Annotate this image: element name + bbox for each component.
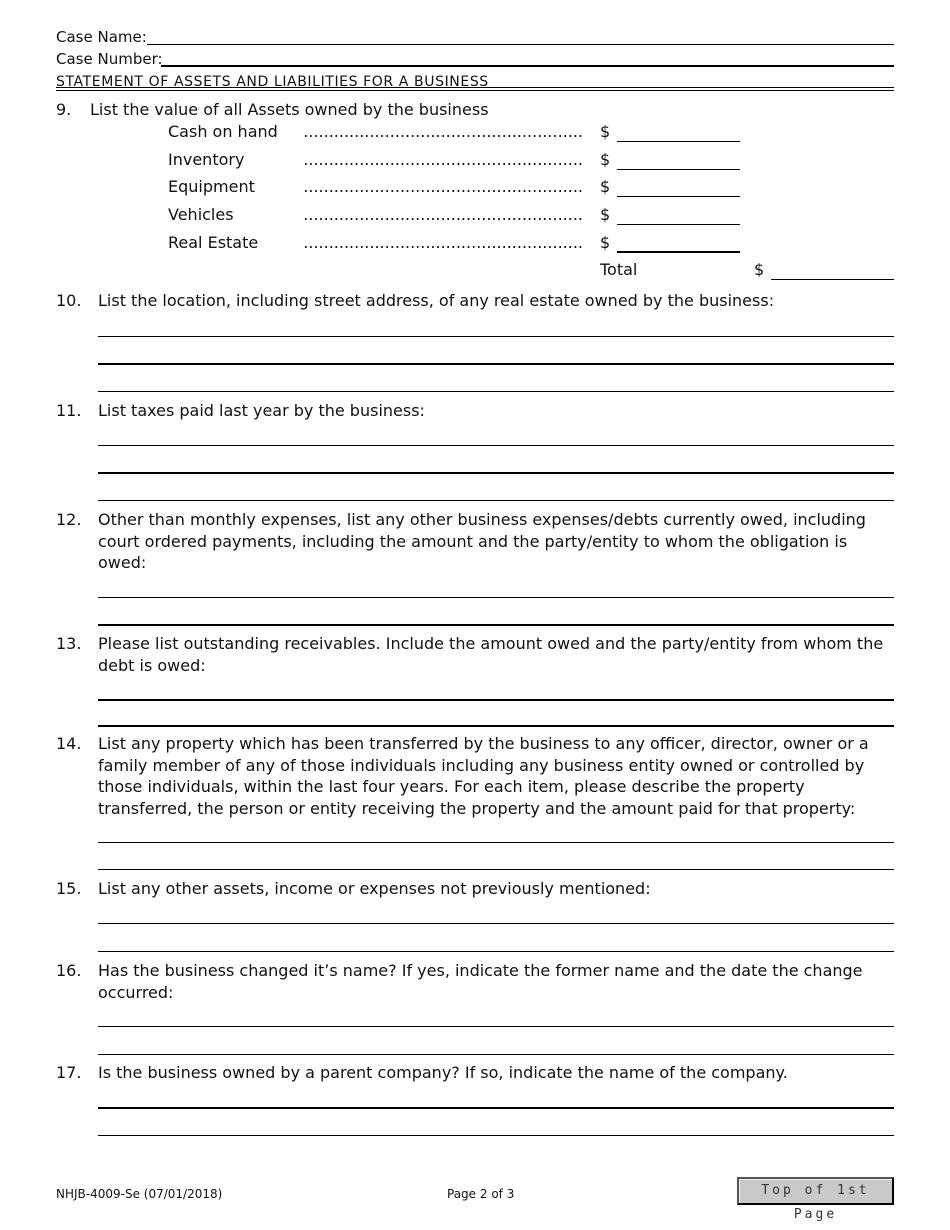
- cash-on-hand-field[interactable]: [617, 141, 740, 142]
- asset-row-vehicles: Vehicles .......................................................: [168, 205, 583, 224]
- top-of-first-page-button[interactable]: Top of 1st Page: [737, 1177, 894, 1205]
- q16-answer-line-2[interactable]: [98, 1054, 894, 1055]
- asset-row-real-estate: Real Estate .......................................................: [168, 233, 583, 252]
- title-rule-1: [56, 87, 894, 88]
- total-currency: $: [754, 260, 765, 279]
- q11-number: 11.: [56, 401, 82, 420]
- total-field[interactable]: [771, 279, 894, 280]
- asset-row-cash: Cash on hand .......................................................: [168, 122, 583, 141]
- currency-sign: $: [600, 177, 611, 196]
- q10-answer-line-3[interactable]: [98, 391, 894, 392]
- form-title: STATEMENT OF ASSETS AND LIABILITIES FOR A BUSINESS: [56, 74, 489, 90]
- asset-row-inventory: Inventory .......................................................: [168, 150, 583, 169]
- q10-text: List the location, including street address, of any real estate owned by the business:: [98, 291, 775, 310]
- q14-text: List any property which has been transferred by the business to any officer, director, owner or a family member of any of those individuals including any business entity owned or controlled by those individuals, within the last four years. For each item, please describe the property transferred, the person or entity receiving the property and the amount paid for that property:: [98, 734, 869, 818]
- asset-label: Real Estate: [168, 233, 266, 252]
- q17-text: Is the business owned by a parent company? If so, indicate the name of the company.: [98, 1063, 788, 1082]
- asset-row-equipment: Equipment .......................................................: [168, 177, 583, 196]
- q11-text: List taxes paid last year by the business:: [98, 401, 425, 420]
- q12-answer-line-2[interactable]: [98, 624, 894, 626]
- title-rule-2: [56, 90, 894, 91]
- vehicles-field[interactable]: [617, 224, 740, 225]
- q10-number: 10.: [56, 291, 82, 310]
- q17-answer-line-2[interactable]: [98, 1135, 894, 1136]
- q11-answer-line-2[interactable]: [98, 472, 894, 474]
- q16-answer-line-1[interactable]: [98, 1026, 894, 1027]
- q12-text: Other than monthly expenses, list any other business expenses/debts currently owed, including court ordered payments, including the amount and the party/entity to whom the obligation is owed:: [98, 510, 866, 572]
- q15-text: List any other assets, income or expenses not previously mentioned:: [98, 879, 651, 898]
- q14-number: 14.: [56, 734, 82, 753]
- inventory-field[interactable]: [617, 169, 740, 170]
- total-label: Total: [600, 260, 638, 279]
- q16-text: Has the business changed it’s name? If yes, indicate the former name and the date the change occurred:: [98, 961, 863, 1002]
- page-number: Page 2 of 3: [447, 1187, 515, 1201]
- equipment-field[interactable]: [617, 196, 740, 197]
- q13-answer-line-1[interactable]: [98, 699, 894, 701]
- case-name-label: Case Name:: [56, 28, 147, 46]
- q14-answer-line-2[interactable]: [98, 869, 894, 870]
- q15-answer-line-1[interactable]: [98, 923, 894, 924]
- asset-label: Cash on hand: [168, 122, 286, 141]
- q12-answer-line-1[interactable]: [98, 597, 894, 598]
- q13-text: Please list outstanding receivables. Include the amount owed and the party/entity from whom the debt is owed:: [98, 634, 884, 675]
- case-number-field[interactable]: [161, 65, 894, 67]
- case-number-label: Case Number:: [56, 50, 163, 68]
- case-name-field[interactable]: [147, 44, 894, 45]
- q13-number: 13.: [56, 634, 82, 653]
- q17-answer-line-1[interactable]: [98, 1107, 894, 1109]
- q10-answer-line-1[interactable]: [98, 336, 894, 337]
- currency-sign: $: [600, 205, 611, 224]
- form-id: NHJB-4009-Se (07/01/2018): [56, 1187, 223, 1201]
- q13-answer-line-2[interactable]: [98, 725, 894, 727]
- q15-answer-line-2[interactable]: [98, 951, 894, 952]
- q12-number: 12.: [56, 510, 82, 529]
- asset-label: Equipment: [168, 177, 263, 196]
- q9-text: List the value of all Assets owned by the business: [90, 100, 489, 119]
- asset-label: Vehicles: [168, 205, 242, 224]
- q11-answer-line-1[interactable]: [98, 445, 894, 446]
- currency-sign: $: [600, 122, 611, 141]
- asset-label: Inventory: [168, 150, 252, 169]
- q10-answer-line-2[interactable]: [98, 363, 894, 365]
- real-estate-field[interactable]: [617, 251, 740, 253]
- q14-answer-line-1[interactable]: [98, 842, 894, 843]
- currency-sign: $: [600, 150, 611, 169]
- q11-answer-line-3[interactable]: [98, 500, 894, 501]
- q16-number: 16.: [56, 961, 82, 980]
- q17-number: 17.: [56, 1063, 82, 1082]
- q9-number: 9.: [56, 100, 72, 119]
- q15-number: 15.: [56, 879, 82, 898]
- currency-sign: $: [600, 233, 611, 252]
